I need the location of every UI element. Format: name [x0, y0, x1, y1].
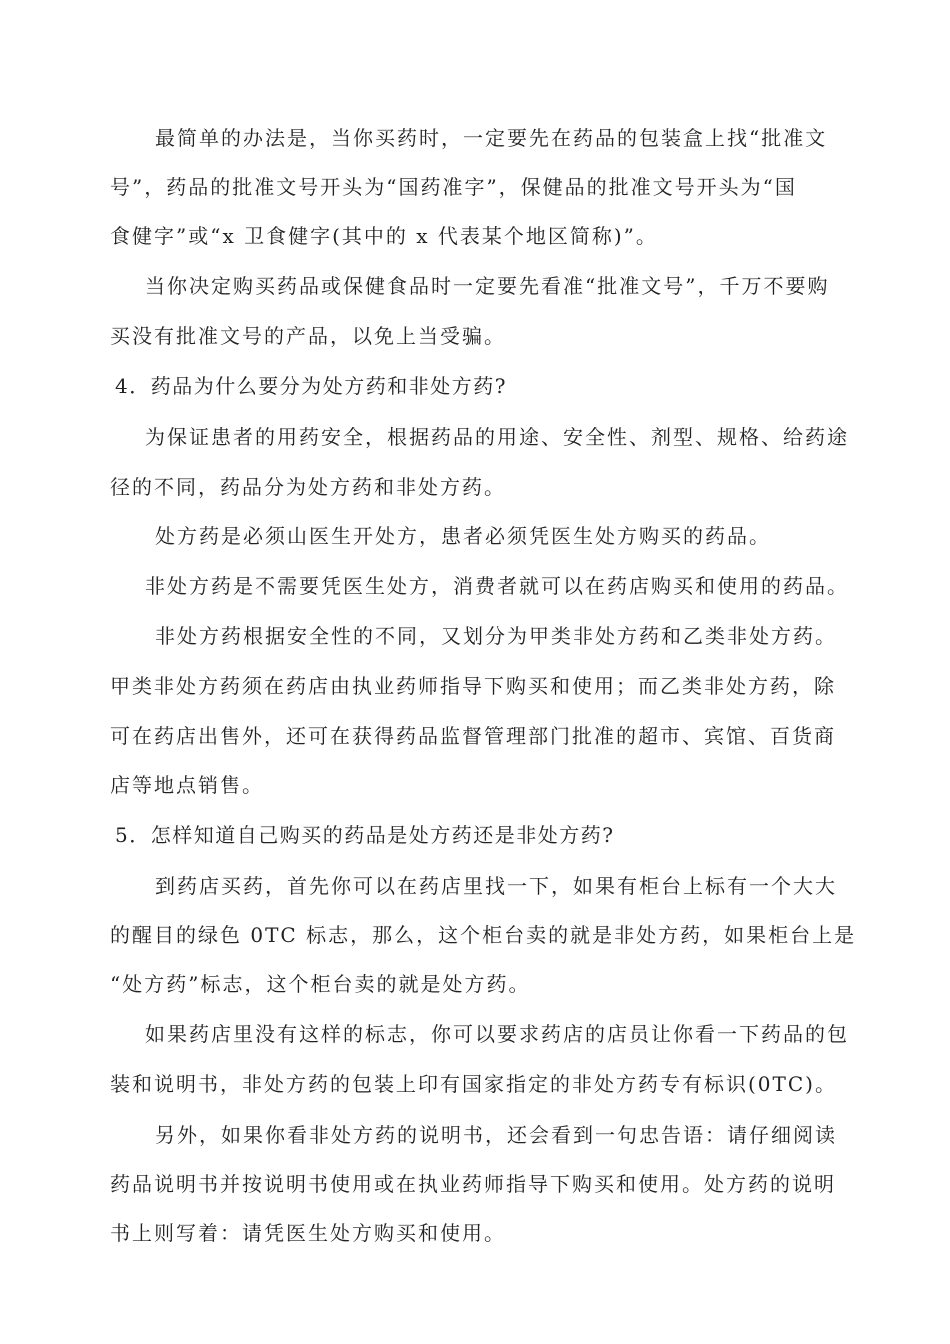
paragraph-line: 最简单的办法是，当你买药时，一定要先在药品的包装盒上找“批准文 [155, 126, 828, 150]
paragraph-line: 非处方药是不需要凭医生处方，消费者就可以在药店购买和使用的药品。 [145, 574, 849, 598]
paragraph-line: 处方药是必须山医生开处方，患者必须凭医生处方购买的药品。 [155, 524, 771, 548]
paragraph-line: 当你决定购买药品或保健食品时一定要先看准“批准文号”，千万不要购 [145, 274, 830, 298]
paragraph-line: 号”，药品的批准文号开头为“国药准字”，保健品的批准文号开头为“国 [110, 175, 797, 199]
paragraph-line: 药品说明书并按说明书使用或在执业药师指导下购买和使用。处方药的说明 [110, 1172, 836, 1196]
paragraph-line: 到药店买药，首先你可以在药店里找一下，如果有柜台上标有一个大大 [155, 874, 837, 898]
paragraph-line: 店等地点销售。 [110, 773, 264, 797]
paragraph-line: 食健字”或“x 卫食健字(其中的 x 代表某个地区简称)”。 [110, 224, 658, 248]
paragraph-line: 径的不同，药品分为处方药和非处方药。 [110, 475, 506, 499]
paragraph-line: 为保证患者的用药安全，根据药品的用途、安全性、剂型、规格、给药途 [145, 425, 849, 449]
paragraph-line: 的醒目的绿色 0TC 标志，那么，这个柜台卖的就是非处方药，如果柜台上是 [110, 923, 857, 947]
paragraph-line: 甲类非处方药须在药店由执业药师指导下购买和使用；而乙类非处方药，除 [110, 674, 836, 698]
section-heading: 4．药品为什么要分为处方药和非处方药? [115, 374, 507, 398]
paragraph-line: 买没有批准文号的产品，以免上当受骗。 [110, 324, 506, 348]
paragraph-line: 非处方药根据安全性的不同，又划分为甲类非处方药和乙类非处方药。 [155, 624, 837, 648]
section-heading: 5．怎样知道自己购买的药品是处方药还是非处方药? [115, 823, 615, 847]
paragraph-line: 可在药店出售外，还可在获得药品监督管理部门批准的超市、宾馆、百货商 [110, 724, 836, 748]
paragraph-line: 如果药店里没有这样的标志，你可以要求药店的店员让你看一下药品的包 [145, 1022, 849, 1046]
paragraph-line: “处方药”标志，这个柜台卖的就是处方药。 [110, 972, 531, 996]
paragraph-line: 装和说明书，非处方药的包装上印有国家指定的非处方药专有标识(0TC)。 [110, 1072, 837, 1096]
paragraph-line: 另外，如果你看非处方药的说明书，还会看到一句忠告语：请仔细阅读 [155, 1123, 837, 1147]
paragraph-line: 书上则写着：请凭医生处方购买和使用。 [110, 1221, 506, 1245]
